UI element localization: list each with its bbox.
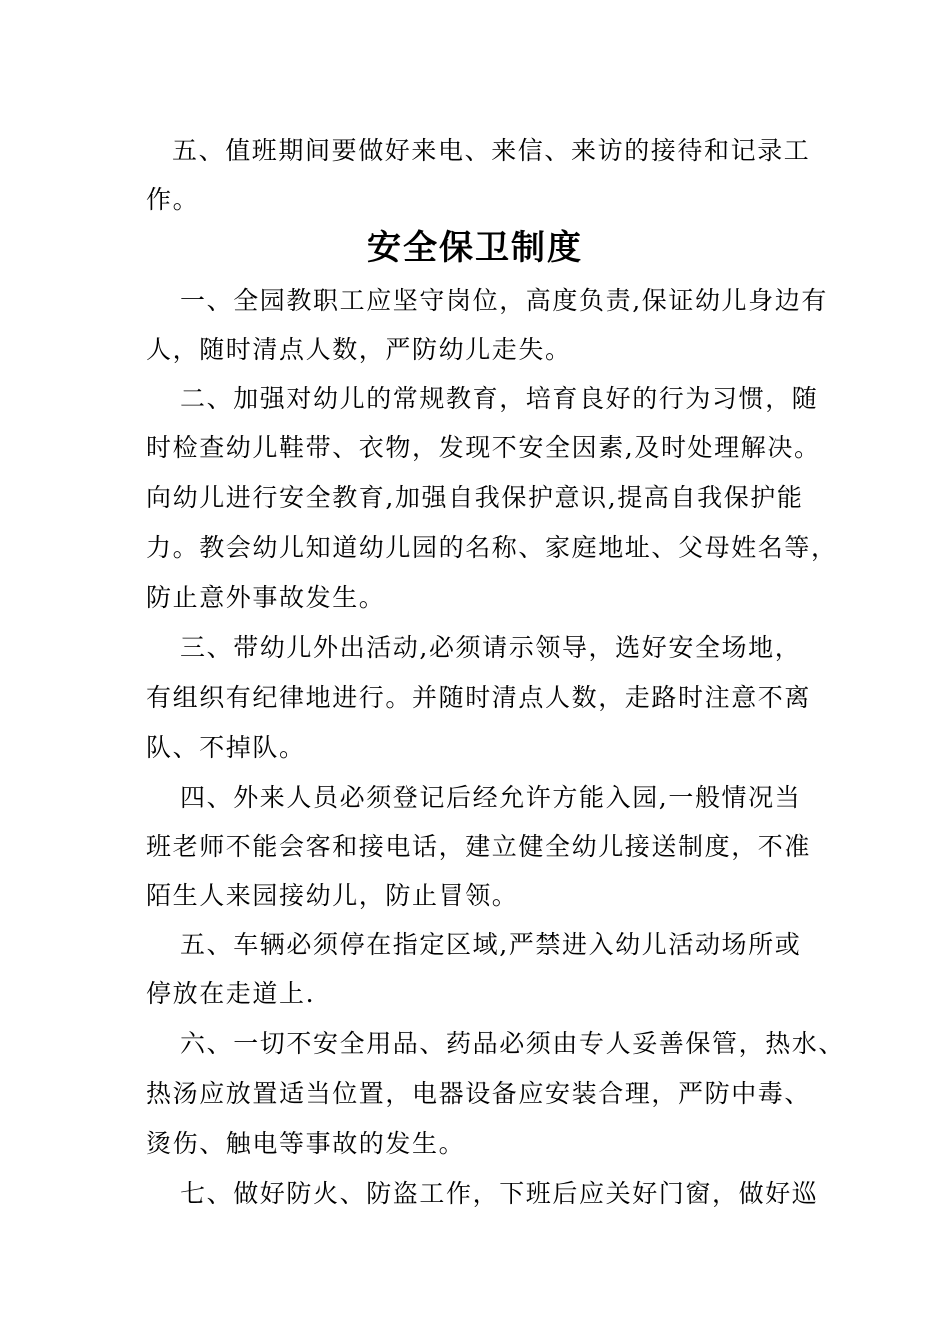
body-line-13: 陌生人来园接幼儿，防止冒领。 bbox=[146, 881, 519, 910]
body-line-18: 烫伤、触电等事故的发生。 bbox=[146, 1129, 466, 1158]
body-line-7: 防止意外事故发生。 bbox=[146, 583, 386, 612]
body-line-2: 人，随时清点人数，严防幼儿走失。 bbox=[146, 335, 572, 364]
body-line-19: 七、做好防火、防盗工作，下班后应关好门窗，做好巡 bbox=[180, 1179, 819, 1208]
body-line-10: 队、不掉队。 bbox=[146, 733, 306, 762]
body-line-11: 四、外来人员必须登记后经允许方能入园,一般情况当 bbox=[180, 783, 802, 812]
body-line-14: 五、车辆必须停在指定区域,严禁进入幼儿活动场所或 bbox=[180, 930, 802, 959]
body-line-3: 二、加强对幼儿的常规教育，培育良好的行为习惯，随 bbox=[180, 384, 819, 413]
intro-line-1: 五、值班期间要做好来电、来信、来访的接待和记录工 bbox=[172, 136, 811, 165]
intro-line-2: 作。 bbox=[146, 185, 200, 214]
body-line-16: 六、一切不安全用品、药品必须由专人妥善保管，热水、 bbox=[180, 1029, 846, 1058]
body-line-1: 一、全园教职工应坚守岗位，高度负责,保证幼儿身边有 bbox=[180, 286, 828, 315]
body-line-4: 时检查幼儿鞋带、衣物，发现不安全因素,及时处理解决。 bbox=[146, 433, 821, 462]
body-line-9: 有组织有纪律地进行。并随时清点人数，走路时注意不离 bbox=[146, 683, 812, 712]
body-line-5: 向幼儿进行安全教育,加强自我保护意识,提高自我保护能 bbox=[146, 483, 804, 512]
body-line-6: 力。教会幼儿知道幼儿园的名称、家庭地址、父母姓名等， bbox=[146, 533, 838, 562]
body-line-15: 停放在走道上. bbox=[146, 979, 316, 1008]
body-line-12: 班老师不能会客和接电话，建立健全幼儿接送制度，不准 bbox=[146, 832, 812, 861]
body-line-17: 热汤应放置适当位置，电器设备应安装合理，严防中毒、 bbox=[146, 1079, 812, 1108]
body-line-8: 三、带幼儿外出活动,必须请示领导，选好安全场地， bbox=[180, 633, 802, 662]
document-title: 安全保卫制度 bbox=[367, 228, 583, 268]
